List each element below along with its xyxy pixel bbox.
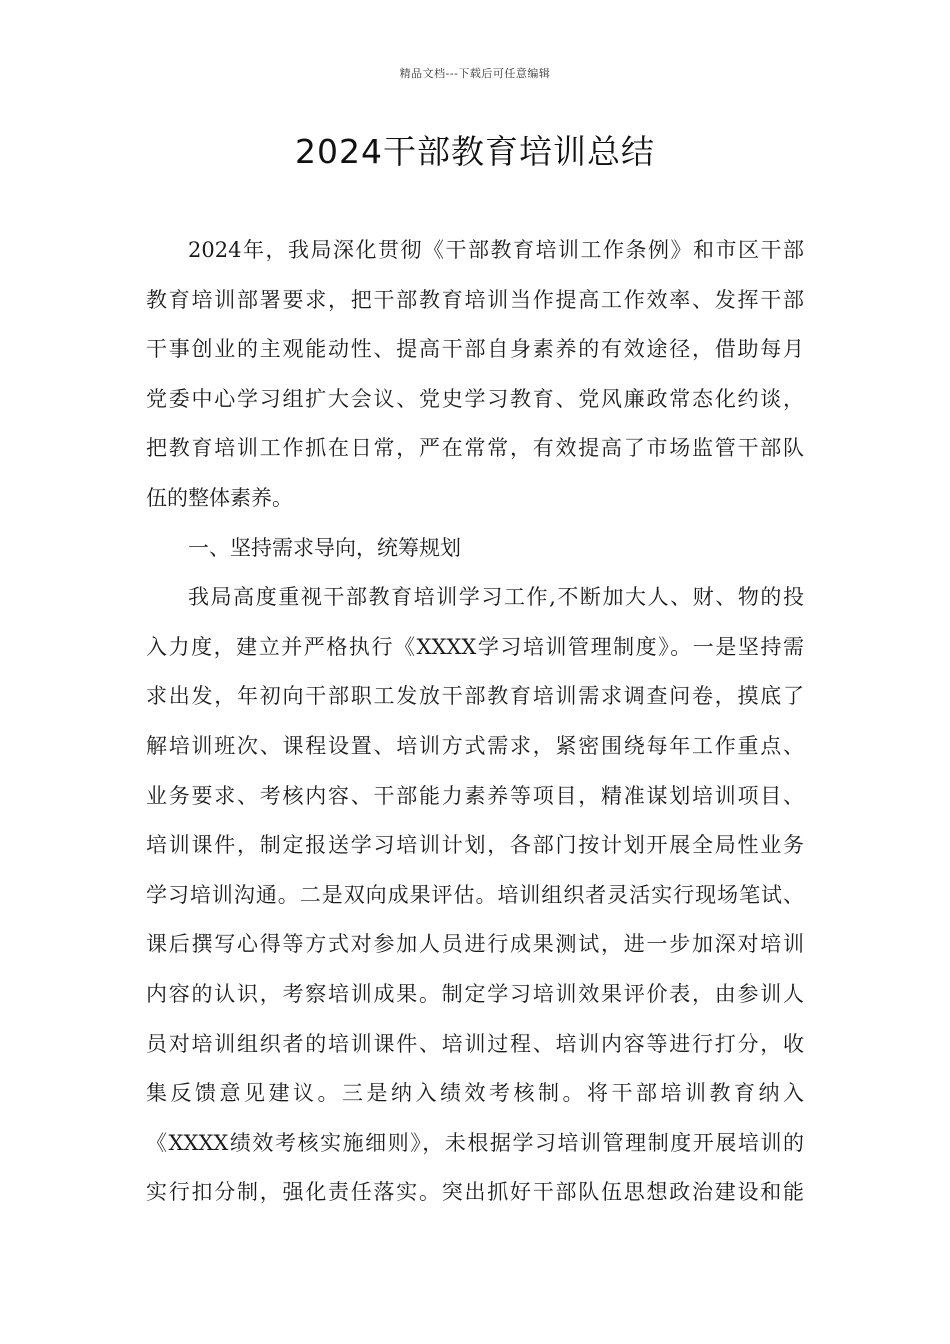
text-line: 实行扣分制，强化责任落实。突出抓好干部队伍思想政治建设和能: [146, 1180, 804, 1205]
text-line: 把教育培训工作抓在日常，严在常常，有效提高了市场监管干部队: [146, 436, 804, 461]
section-heading-text: 一、坚持需求导向，统筹规划: [188, 535, 461, 560]
paragraph-intro: [146, 226, 804, 524]
paragraph-body: [146, 573, 804, 1218]
text-line: 员对培训组织者的培训课件、培训过程、培训内容等进行打分，收: [146, 1031, 804, 1056]
text-line: 《XXXX绩效考核实施细则》，未根据学习培训管理制度开展培训的: [146, 1130, 804, 1155]
text-line: 我局高度重视干部教育培训学习工作,不断加大人、财、物的投: [188, 585, 804, 610]
text-line: 党委中心学习组扩大会议、党史学习教育、党风廉政常态化约谈，: [146, 386, 804, 411]
text-line: 教育培训部署要求，把干部教育培训当作提高工作效率、发挥干部: [146, 287, 804, 312]
section-heading: [146, 524, 804, 574]
text-line: 干事创业的主观能动性、提高干部自身素养的有效途径，借助每月: [146, 337, 804, 362]
text-line: 课后撰写心得等方式对参加人员进行成果测试，进一步加深对培训: [146, 932, 804, 957]
text-line: 伍的整体素养。: [146, 485, 293, 510]
document-title: 2024干部教育培训总结: [295, 132, 655, 171]
text-line: 内容的认识，考察培训成果。制定学习培训效果评价表，由参训人: [146, 981, 804, 1006]
text-line: 入力度，建立并严格执行《XXXX学习培训管理制度》。一是坚持需: [146, 634, 804, 659]
text-line: 2024年，我局深化贯彻《干部教育培训工作条例》和市区干部: [188, 238, 804, 262]
page-header: 精品文档---下载后可任意编辑: [399, 67, 551, 80]
text-line: 学习培训沟通。二是双向成果评估。培训组织者灵活实行现场笔试、: [146, 882, 804, 907]
text-line: 集反馈意见建议。三是纳入绩效考核制。将干部培训教育纳入: [146, 1081, 804, 1106]
text-line: 求出发，年初向干部职工发放干部教育培训需求调查问卷，摸底了: [146, 684, 804, 709]
text-line: 解培训班次、课程设置、培训方式需求，紧密围绕每年工作重点、: [146, 733, 804, 758]
text-line: 培训课件，制定报送学习培训计划，各部门按计划开展全局性业务: [146, 833, 804, 858]
document-body: [146, 226, 804, 1218]
text-line: 业务要求、考核内容、干部能力素养等项目，精准谋划培训项目、: [146, 783, 804, 808]
